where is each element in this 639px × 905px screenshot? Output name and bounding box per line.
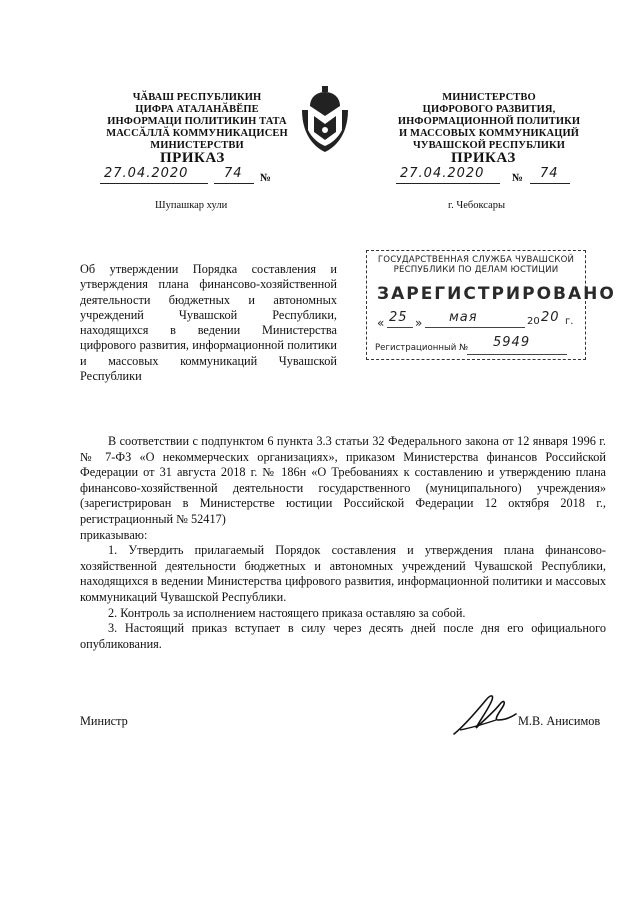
chuvash-emblem-icon [296, 86, 354, 156]
body-paragraph: В соответствии с подпунктом 6 пункта 3.3 статьи 32 Федерального закона от 12 января 1996 г. № 7-ФЗ «О некоммерческих организациях», приказом Министерства финансов Российской Федерации от 31 августа 2018 г. № 186н «О Требованиях к составлению и утверждению плана финансово-хозяйственной деятельности государственного (муниципального) учреждения» (зарегистрирован в Министерстве юстиции Российской Федерации 12 октября 2018 г., регистрационный № 52417) [80, 434, 606, 526]
stamp-month-line [425, 326, 525, 328]
header-left-org [82, 92, 312, 152]
stamp-year-suffix: г. [565, 316, 574, 327]
header-right-number-sign: № [512, 172, 524, 184]
stamp-org: ГОСУДАРСТВЕННАЯ СЛУЖБА ЧУВАШСКОЙ РЕСПУБЛИКИ ПО ДЕЛАМ ЮСТИЦИИ [377, 255, 575, 275]
stamp-day: 25 [389, 310, 408, 325]
header-left-number-sign: № [260, 172, 272, 184]
header-right-line: ИНФОРМАЦИОННОЙ ПОЛИТИКИ [397, 116, 581, 127]
header-left-line: ИНФОРМАЦИ ПОЛИТИКИН ТАТА [107, 116, 287, 127]
stamp-regno: 5949 [493, 335, 531, 350]
stamp-year-prefix: 20 [527, 316, 540, 327]
header-right-line: ЧУВАШСКОЙ РЕСПУБЛИКИ [412, 140, 566, 151]
header-left-city: Шупашкар хули [155, 200, 228, 211]
signature-icon [450, 690, 518, 738]
stamp-quote-close: » [415, 316, 423, 330]
stamp-registered: ЗАРЕГИСТРИРОВАНО [377, 284, 616, 304]
body-paragraph: 2. Контроль за исполнением настоящего приказа оставляю за собой. [108, 605, 466, 620]
header-right-line: ЦИФРОВОГО РАЗВИТИЯ, [422, 104, 556, 115]
stamp-year: 20 [541, 310, 560, 325]
stamp-day-line [387, 326, 413, 328]
header-left-line: ЧӐВАШ РЕСПУБЛИКИН [132, 92, 262, 103]
signer-position: Министр [80, 714, 128, 728]
document-title: Об утверждении Порядка составления и утверждения плана финансово-хозяйственной деятельности бюджетных и автономных учреждений Чувашской Республики, находящихся в ведении Министерства цифрового развития, информационной политики и массовых коммуникаций Чувашской Республики [80, 262, 337, 384]
document-body [80, 434, 606, 652]
header-left-number: 74 [224, 166, 243, 181]
registration-stamp [366, 250, 616, 360]
signer-name: М.В. Анисимов [518, 714, 601, 728]
header-left-line: ЦИФРА АТАЛАНӐВӖПЕ [135, 104, 259, 115]
body-paragraph-order: приказываю: [80, 527, 148, 542]
header-right-prikaz: ПРИКАЗ [451, 150, 516, 166]
body-paragraph: 3. Настоящий приказ вступает в силу через десять дней после дня его официального опубликования. [80, 621, 606, 651]
header-left-line: МИНИСТЕРСТВИ [150, 140, 244, 151]
stamp-quote-open: « [377, 316, 385, 330]
header-left-line: МАССӐЛЛӐ КОММУНИКАЦИСЕН [106, 128, 288, 139]
header-right-date: 27.04.2020 [400, 166, 485, 181]
header-right-line: И МАССОВЫХ КОММУНИКАЦИЙ [399, 128, 579, 139]
stamp-regno-label: Регистрационный № [375, 343, 468, 353]
header-right-line: МИНИСТЕРСТВО [442, 92, 536, 103]
stamp-regno-line [467, 353, 567, 355]
header-right-number: 74 [540, 166, 559, 181]
stamp-month: мая [449, 310, 478, 325]
header-right-org [370, 92, 608, 152]
header-right-city: г. Чебоксары [448, 200, 506, 211]
header-left-prikaz: ПРИКАЗ [160, 150, 225, 166]
body-paragraph: 1. Утвердить прилагаемый Порядок составления и утверждения плана финансово-хозяйственной деятельности бюджетных и автономных учреждений Чувашской Республики, находящихся в ведении Министерства цифрового развития, информационной политики и массовых коммуникаций Чувашской Республики. [80, 543, 606, 604]
header-left-date: 27.04.2020 [104, 166, 189, 181]
